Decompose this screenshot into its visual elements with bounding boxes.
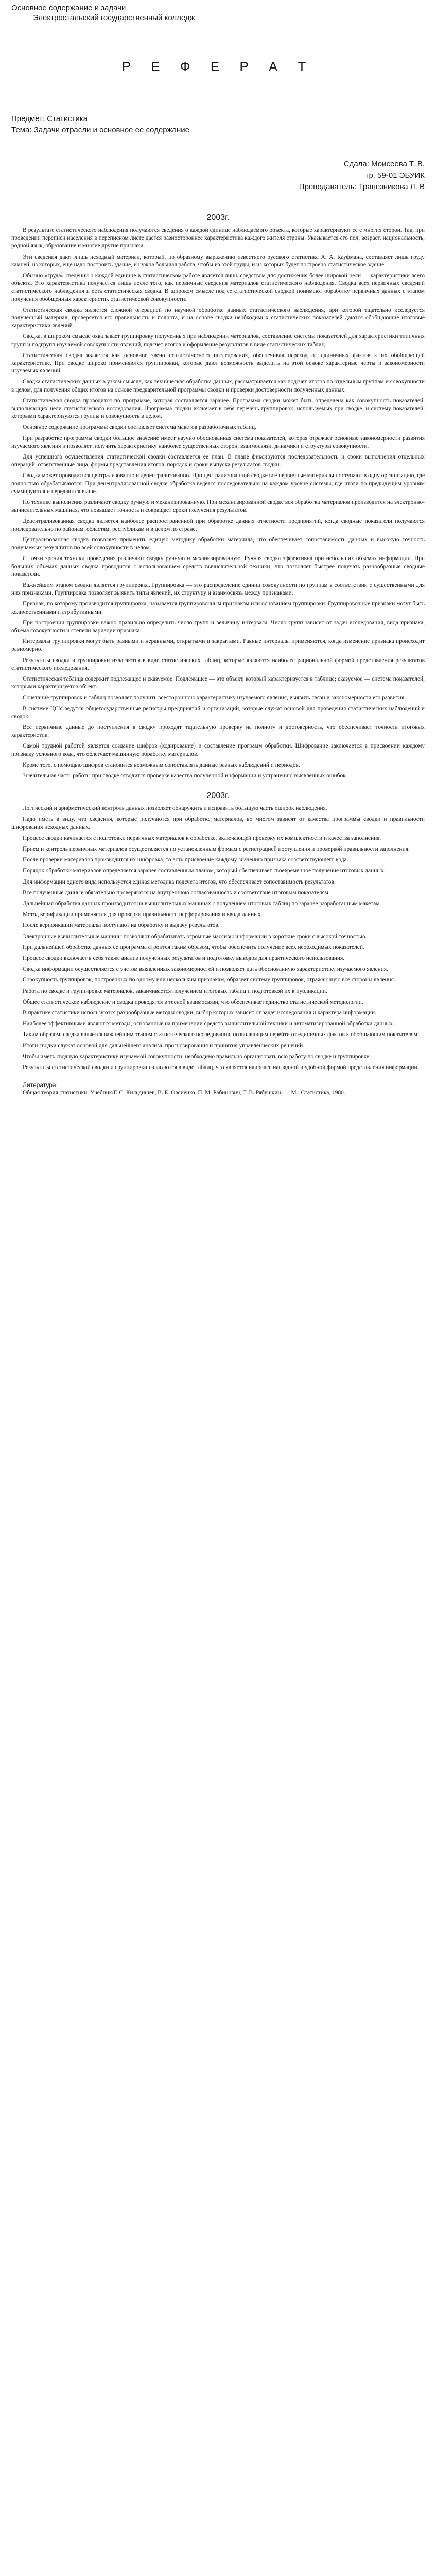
body-paragraph: Важнейшим этапом сводки является группировка. Группировка — это распределение единиц совокупности по группам в соответствии с существенными для них признаками. Группировка позволяет выявить типы явлений, их структуру и взаимосвязь между признаками. xyxy=(11,582,425,597)
year-label-2: 2003г. xyxy=(206,791,230,801)
body-paragraph: В системе ЦСУ ведутся общегосударственные регистры предприятий и организаций, которые служат основой для проведения статистических наблюдений и сводок. xyxy=(11,705,425,720)
body-paragraph: Самой трудной работой является создание шифров (кодирование) и составление программ обработки. Шифрование заключается в присвоении каждому признаку условного кода, что облегчает машинную обработку материалов. xyxy=(11,743,425,757)
body-paragraph: Кроме того, с помощью шифров становится возможным сопоставлять данные разных наблюдений и периодов. xyxy=(23,761,300,768)
body-paragraph: Обычно «груда» сведений о каждой единице в статистическом работе является лишь средством для достижения более широкой цели — характеристики всего объекта. Это характеристика получается лишь после того, как первичные сведения материалов статистического наблюдения. Сводка всех первичных сведений статистического наблюдения и есть статистическая сводка. В широком смысле под ее статистической сводкой понимают обработку первичных данных с этапом получения обобщенных характеристик статистической совокупности. xyxy=(11,273,425,302)
body-paragraph: Сводка, в широком смысле охватывает группировку полученных при наблюдении материалов, составление системы показателей для характеристики типичных групп и подгрупп изучаемой совокупности явлений, подсчет итогов и оформление результатов в виде статистических таблиц. xyxy=(11,333,425,348)
body-paragraph: Чтобы иметь сводную характеристику изучаемой совокупности, необходимо правильно организовать всю работу по сводке и группировке. xyxy=(23,1053,371,1060)
body-paragraph: Все первичные данные до поступления в сводку проходят тщательную проверку на полноту и достоверность, что обеспечивает точность итоговых характеристик. xyxy=(11,724,425,739)
body-paragraph: В практике статистики используются разнообразные методы сводки, выбор которых зависит от задач исследования и характера информации. xyxy=(23,1010,376,1016)
body-paragraph: Сводка статистических данных в узком смысле, как техническая обработка данных, рассматривается как подсчет итогов по отдельным группам и совокупности в целом, для получения общих итогов на основе предварительной программы сводки и проверки достоверности полученных данных. xyxy=(11,379,425,393)
subject-line: Предмет: Статистика xyxy=(11,114,88,123)
body-paragraph: Процесс сводки включает в себя также анализ полученных результатов и подготовку выводов для практического использования. xyxy=(23,955,345,962)
body-paragraph: Статистическая сводка является как основное звено статистического исследования, обеспечивая переход от единичных фактов к их обобщающей характеристике. При сводке широко применяются группировки, которые дают возможность выделить на этой основе характерные черты и закономерности изучаемых явлений. xyxy=(11,352,425,375)
topic-line: Тема: Задачи отрасли и основное ее содержание xyxy=(11,126,190,134)
document-title: Р Е Ф Е Р А Т xyxy=(121,59,315,74)
teacher-line: Преподаватель: Трапезникова Л. В xyxy=(299,182,425,191)
body-text-part-1 xyxy=(11,227,425,780)
body-paragraph: Статистическая таблица содержит подлежащее и сказуемое. Подлежащее — это объект, который характеризуется в таблице; сказуемое — система показателей, которыми характеризуется объект. xyxy=(11,675,425,690)
student-line: Сдала: Моисеева Т. В. xyxy=(343,160,425,168)
body-paragraph: При дальнейшей обработке данных ее программа строится таким образом, чтобы обеспечить получение всех необходимых показателей. xyxy=(23,944,364,951)
body-paragraph: Общее статистическое наблюдение и сводка проводятся в тесной взаимосвязи, что обеспечивает единство статистической методологии. xyxy=(23,998,363,1005)
year-label: 2003г. xyxy=(206,213,230,222)
body-paragraph: С точки зрения техники проведения различают сводку ручную и механизированную. Ручная сводка эффективна при небольших объемах информации. При больших объемах данных сводка проводится с использованием средств вычислительной техники, что позволяет быстрее получать разнообразные сводные показатели. xyxy=(11,555,425,578)
body-paragraph: Таким образом, сводка является важнейшим этапом статистического исследования, позволяющим перейти от единичных фактов к обобщающим показателям. xyxy=(23,1031,419,1038)
body-paragraph: Сводка может проводиться централизованно и децентрализованно. При централизованной сводке все первичные материалы поступают в одну организацию, где полностью обрабатываются. При децентрализованной сводке обработка ведется последовательно на каждом уровне системы, где итоги по предыдущим уровням суммируются и передаются выше. xyxy=(11,472,425,495)
body-paragraph: Порядок обработки материалов определяется заранее составленным планом, который обеспечивает своевременное получение итоговых данных. xyxy=(23,868,386,874)
body-paragraph: По технике выполнения различают сводку ручную и механизированную. При механизированной сводке вся обработка материалов производится на электронно-вычислительных машинах, что повышает точность и сокращает сроки получения результатов. xyxy=(11,499,425,514)
body-paragraph: Статистическая сводка является сложной операцией по научной обработке данных статистического наблюдения, при которой тщательно исследуется полученный материал, проверяется его правильность и полнота, и на основе сводки необходимых статистических показателей даются обобщающие итоговые характеристики явлений. xyxy=(11,307,425,329)
body-paragraph: Метод верификации применяется для проверки правильности перфорирования и ввода данных. xyxy=(23,911,263,918)
body-paragraph: Централизованная сводка позволяет применять единую методику обработки материала, что обеспечивает сопоставимость данных и высокую точность получаемых результатов по всей совокупности в целом. xyxy=(11,536,425,551)
body-paragraph: Итоги сводки служат основой для дальнейшего анализа, прогнозирования и принятия управленческих решений. xyxy=(23,1042,305,1049)
body-paragraph: Результаты статистической сводки и группировки излагаются в виде таблиц, что является наиболее наглядной и удобной формой представления информации. xyxy=(23,1064,419,1071)
body-paragraph: Эти сведения дают лишь исходный материал, который, по образному выражению известного русского статистика А. А. Кауфмана, составляет лишь груду камней, из которых, еще надо построить здание, и нужна большая работа, чтобы из этой груды, и из которых будет построено статистическое здание. xyxy=(11,253,425,268)
body-paragraph: Совокупность группировок, построенных по одному или нескольким признакам, образует систему группировок, отражающую все стороны явления. xyxy=(23,977,395,984)
body-text-part-2 xyxy=(11,805,425,1072)
body-paragraph: Дальнейшая обработка данных производится на вычислительных машинах с получением итоговых таблиц по заранее разработанным макетам. xyxy=(23,901,381,907)
body-paragraph: При построении группировки важно правильно определить число групп и величину интервала. Число групп зависит от задач исследования, вида признака, объема совокупности и степени вариации признака. xyxy=(11,619,425,634)
body-paragraph: В результате статистического наблюдения получаются сведения о каждой единице наблюдаемого объекта, которые характеризуют ее с многих сторон. Так, при проведении переписи населения в переписном листе дается разностороннее характеристика каждого жителя страны. Указывается его пол, возраст, национальность, родной язык, образование и многие другие признаки. xyxy=(11,227,425,249)
body-paragraph: Процесс сводки начинается с подготовки первичных материалов к обработке, включающей проверку их комплектности и качества заполнения. xyxy=(23,835,381,841)
body-paragraph: Результаты сводки и группировки излагаются в виде статистических таблиц, которые являются наиболее рациональной формой представления результатов статистического исследования. xyxy=(11,657,425,671)
body-paragraph: Значительная часть работы при сводке отводится проверке качества полученной информации и устранению выявленных ошибок. xyxy=(23,772,347,779)
body-paragraph: Признак, по которому производится группировка, называется группировочным признаком или основанием группировки. Группировочные признаки могут быть количественными и атрибутивными. xyxy=(11,601,425,615)
literature-label: Литература: xyxy=(23,1081,58,1089)
literature-text: Общая теория статистики. Учебник/Г. С. Кильдишев, В. Е. Овсиенко, П. М. Рабинович, Т. В. Рябушкин. — М.: Статистика, 1980. xyxy=(23,1090,345,1096)
body-paragraph: Прием и контроль первичных материалов осуществляется по установленным формам с регистрацией поступления и проверкой правильности заполнения. xyxy=(23,846,410,852)
group-line: гр. 59-01 ЭБУИК xyxy=(365,171,425,180)
body-paragraph: Децентрализованная сводка является наиболее распространенной при обработке данных отчетности предприятий, когда сводные показатели получаются последовательно по районам, областям, республикам и в целом по стране. xyxy=(11,518,425,532)
body-paragraph: Для информации одного вида используется единая методика подсчета итогов, что обеспечивает сопоставимость результатов. xyxy=(23,878,336,885)
body-paragraph: Надо иметь в виду, что сведения, которые получаются при обработке материалов, во многом зависят от качества программы сводки и правильности шифрования исходных данных. xyxy=(11,816,425,831)
body-paragraph: Все полученные данные обязательно проверяются на внутреннюю согласованность и соответствие итоговым показателям. xyxy=(23,889,330,896)
body-paragraph: После проверки материалов производится их шифровка, то есть присвоение каждому значению признака соответствующего кода. xyxy=(23,857,348,863)
body-paragraph: Для успешного осуществления статистической сводки составляется ее план. В плане фиксируются последовательность и сроки выполнения отдельных операций, ответственные лица, формы представления итогов, порядок и сроки выпуска результатов сводки. xyxy=(11,454,425,468)
body-paragraph: Логический и арифметический контроль данных позволяет обнаружить и исправить большую часть ошибок наблюдения. xyxy=(23,805,327,812)
header-line-1: Основное содержание и задачи xyxy=(11,4,126,12)
header-line-2: Электростальский государственный колледж xyxy=(33,13,195,22)
body-paragraph: Интервалы группировки могут быть равными и неравными, открытыми и закрытыми. Равные интервалы применяются, когда изменение признака происходит равномерно. xyxy=(11,638,425,653)
body-paragraph: Электронные вычислительные машины позволяют обрабатывать огромные массивы информации в короткие сроки с высокой точностью. xyxy=(23,933,367,940)
body-paragraph: При разработке программы сводки большое значение имеет научно обоснованная система показателей, которая отражает основные закономерности развития изучаемого явления и позволяет получить характеристику наиболее существенных сторон, взаимосвязи, динамики и структуры совокупности. xyxy=(11,435,425,449)
body-paragraph: После верификации материалы поступают на обработку и выдачу результатов. xyxy=(23,922,220,929)
body-paragraph: Наиболее эффективными являются методы, основанные на применении средств вычислительной техники и автоматизированной обработки данных. xyxy=(23,1021,394,1027)
body-paragraph: Статистическая сводка проводится по программе, которая составляется заранее. Программа сводки может быть определена как совокупность показателей, выполняющих цели статистического исследования. Программа сводки включает в себя перечень группировок, используемых при сводке, и систему показателей, которыми характеризуются группы и совокупность в целом. xyxy=(11,397,425,420)
body-paragraph: Работа по сводке и группировке материалов, заканчивается получением итоговых таблиц и подготовкой их к публикации. xyxy=(23,988,327,994)
body-paragraph: Основное содержание программы сводки составляет система макетов разработочных таблиц. xyxy=(23,424,256,431)
body-paragraph: Сводка информации осуществляется с учетом выявленных закономерностей и позволяет дать обоснованную характеристику изучаемого явления. xyxy=(23,966,388,973)
body-paragraph: Сочетание группировок и таблиц позволяет получить всестороннюю характеристику изучаемого явления, выявить связи и закономерности его развития. xyxy=(23,694,406,701)
